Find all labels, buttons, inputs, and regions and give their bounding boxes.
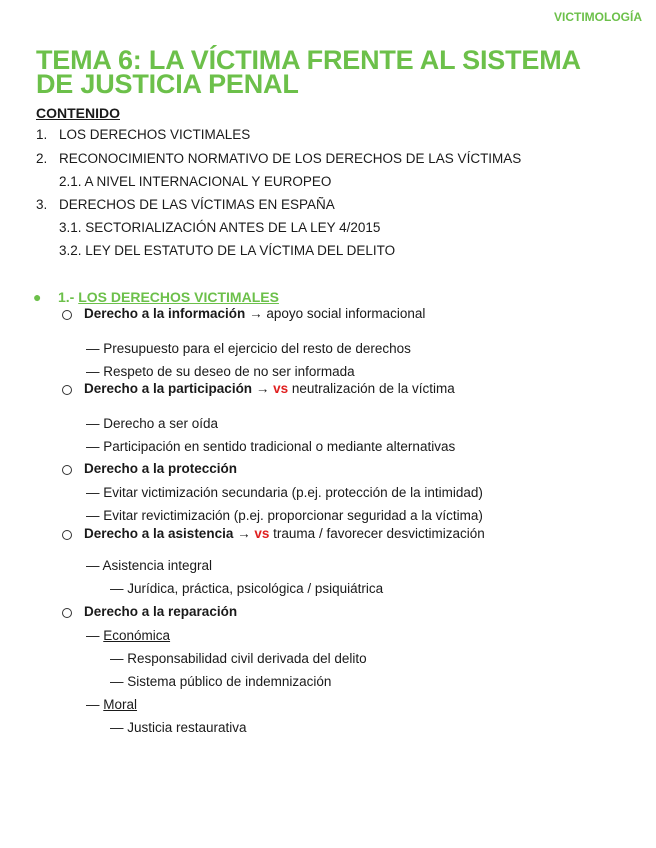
sub-item: — Presupuesto para el ejercicio del resto de derechos [86, 341, 411, 356]
circle-bullet-icon [62, 465, 72, 475]
header-subject: VICTIMOLOGÍA [554, 10, 642, 24]
toc-item-3-2: 3.2. LEY DEL ESTATUTO DE LA VÍCTIMA DEL DELITO [59, 243, 396, 258]
sub-item: — Derecho a ser oída [86, 416, 219, 431]
right-proteccion: Derecho a la protección [84, 461, 238, 476]
right-informacion: Derecho a la información → apoyo social informacional [84, 306, 426, 321]
right-asistencia: Derecho a la asistencia → vs trauma / favorecer desvictimización [84, 526, 485, 541]
title-line-1: TEMA 6: LA VÍCTIMA FRENTE AL SISTEMA [36, 45, 581, 75]
section-1-heading: 1.- LOS DERECHOS VICTIMALES [58, 289, 279, 305]
sub-heading-economica: — Económica [86, 628, 171, 643]
right-participacion: Derecho a la participación → vs neutralización de la víctima [84, 381, 455, 396]
sub-heading-moral: — Moral [86, 697, 138, 712]
sub-item: — Participación en sentido tradicional o mediante alternativas [86, 439, 456, 454]
sub-sub-item: — Responsabilidad civil derivada del delito [110, 651, 367, 666]
circle-bullet-icon [62, 385, 72, 395]
toc-item-2-1: 2.1. A NIVEL INTERNACIONAL Y EUROPEO [59, 174, 332, 189]
toc-item-3-1: 3.1. SECTORIALIZACIÓN ANTES DE LA LEY 4/2015 [59, 220, 381, 235]
title-line-2: DE JUSTICIA PENAL [36, 69, 299, 99]
sub-sub-item: — Justicia restaurativa [110, 720, 247, 735]
toc-item-1: 1. LOS DERECHOS VICTIMALES [36, 127, 251, 142]
circle-bullet-icon [62, 530, 72, 540]
sub-sub-item: — Sistema público de indemnización [110, 674, 332, 689]
sub-sub-item: — Jurídica, práctica, psicológica / psiquiátrica [110, 581, 384, 596]
right-reparacion: Derecho a la reparación [84, 604, 238, 619]
sub-item: — Evitar revictimización (p.ej. proporcionar seguridad a la víctima) [86, 508, 483, 523]
page-title [36, 45, 581, 99]
contents-heading: CONTENIDO [36, 105, 120, 121]
toc-item-3: 3. DERECHOS DE LAS VÍCTIMAS EN ESPAÑA [36, 197, 335, 212]
section-bullet-icon: ● [33, 289, 42, 305]
circle-bullet-icon [62, 310, 72, 320]
toc-item-2: 2. RECONOCIMIENTO NORMATIVO DE LOS DERECHOS DE LAS VÍCTIMAS [36, 151, 522, 166]
sub-item: — Evitar victimización secundaria (p.ej. protección de la intimidad) [86, 485, 483, 500]
sub-item: — Asistencia integral [86, 558, 213, 573]
sub-item: — Respeto de su deseo de no ser informada [86, 364, 355, 379]
circle-bullet-icon [62, 608, 72, 618]
